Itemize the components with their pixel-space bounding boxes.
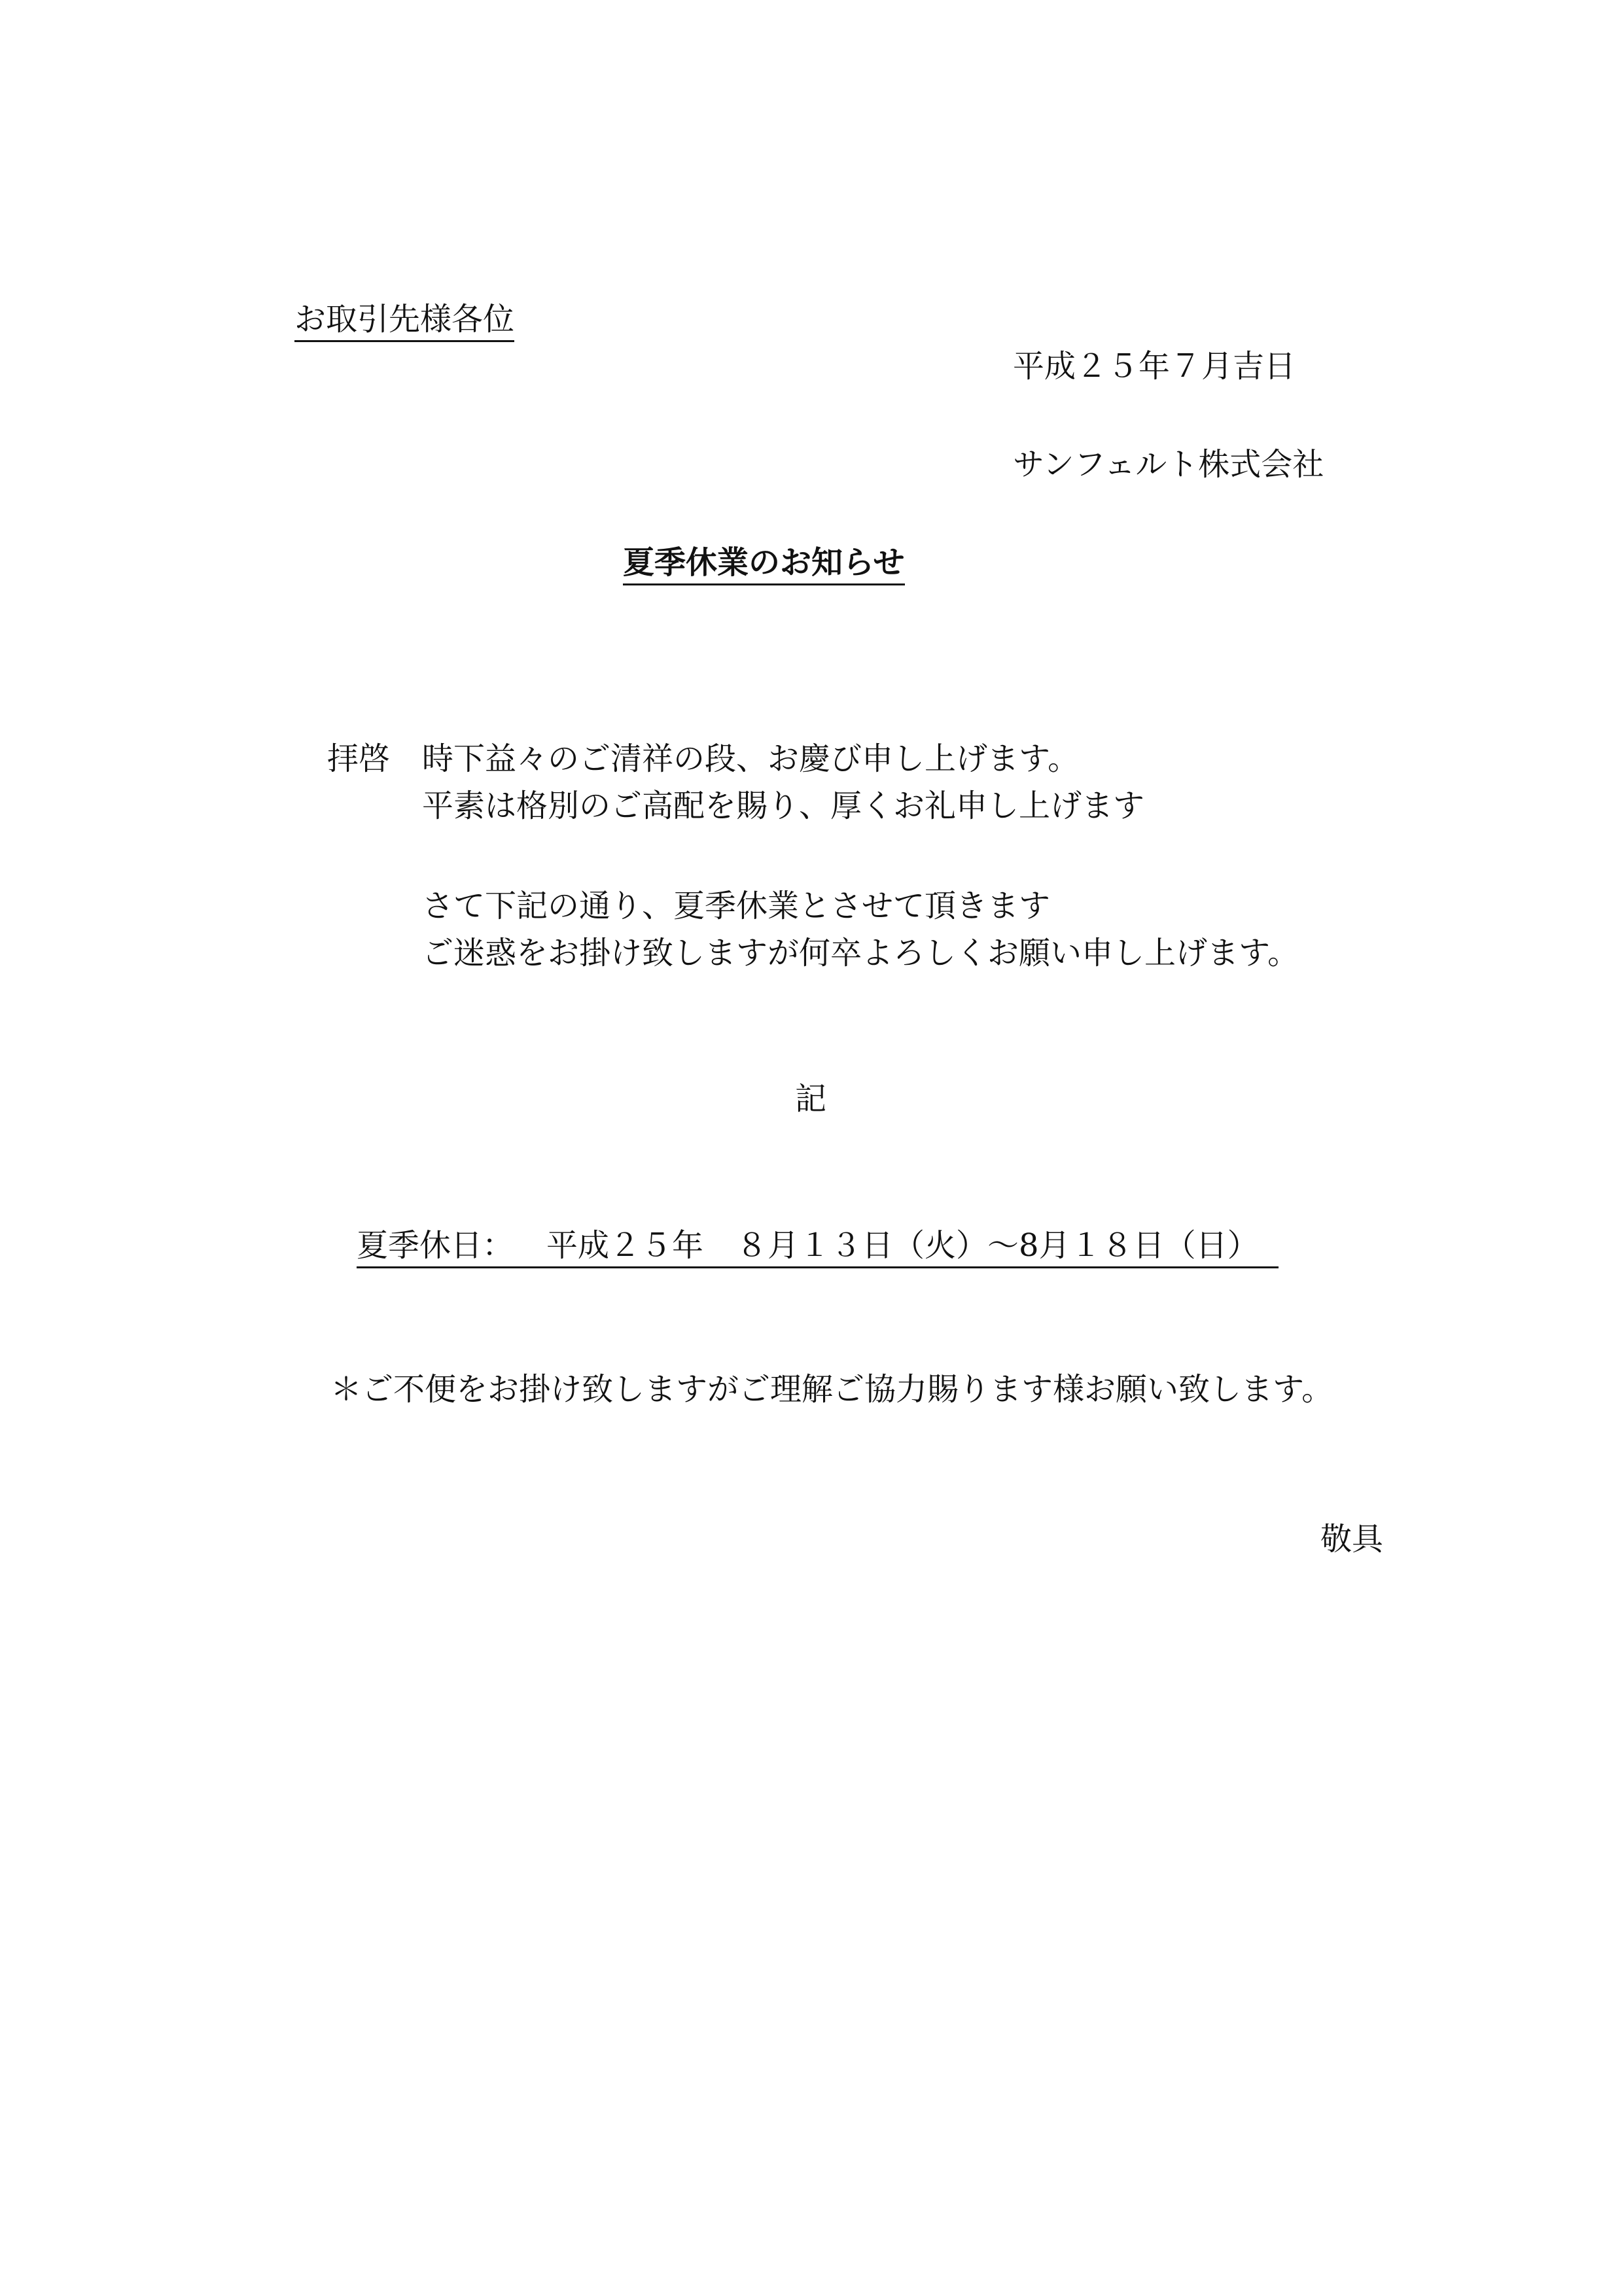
holiday-period: [357, 1226, 1279, 1268]
addressee: お取引先様各位: [294, 300, 514, 342]
closing-note: ＊ご不便をお掛け致しますがご理解ご協力賜ります様お願い致します。: [330, 1371, 1333, 1408]
body-line-announcement: さて下記の通り、夏季休業とさせて頂きます: [422, 888, 1051, 924]
body-line-thanks: 平素は格別のご高配を賜り、厚くお礼申し上げます: [422, 788, 1145, 824]
holiday-year: 平成２５年: [546, 1227, 704, 1264]
holiday-dates: ８月１３日（火）～8月１８日（日）: [736, 1227, 1259, 1264]
holiday-label: 夏季休日：: [357, 1227, 514, 1264]
document-date: 平成２５年７月吉日: [1013, 348, 1296, 385]
body-line-greeting: 時下益々のご清祥の段、お慶び申し上げます。: [422, 740, 1080, 777]
salutation: 拝啓: [327, 740, 391, 777]
sender-company: サンフェルト株式会社: [1013, 446, 1324, 483]
document-title: 夏季休業のお知らせ: [623, 543, 905, 585]
ki-heading: 記: [795, 1081, 827, 1117]
body-line-apology: ご迷惑をお掛け致しますが何卒よろしくお願い申し上げます。: [422, 935, 1299, 971]
complimentary-close: 敬具: [1320, 1521, 1384, 1557]
